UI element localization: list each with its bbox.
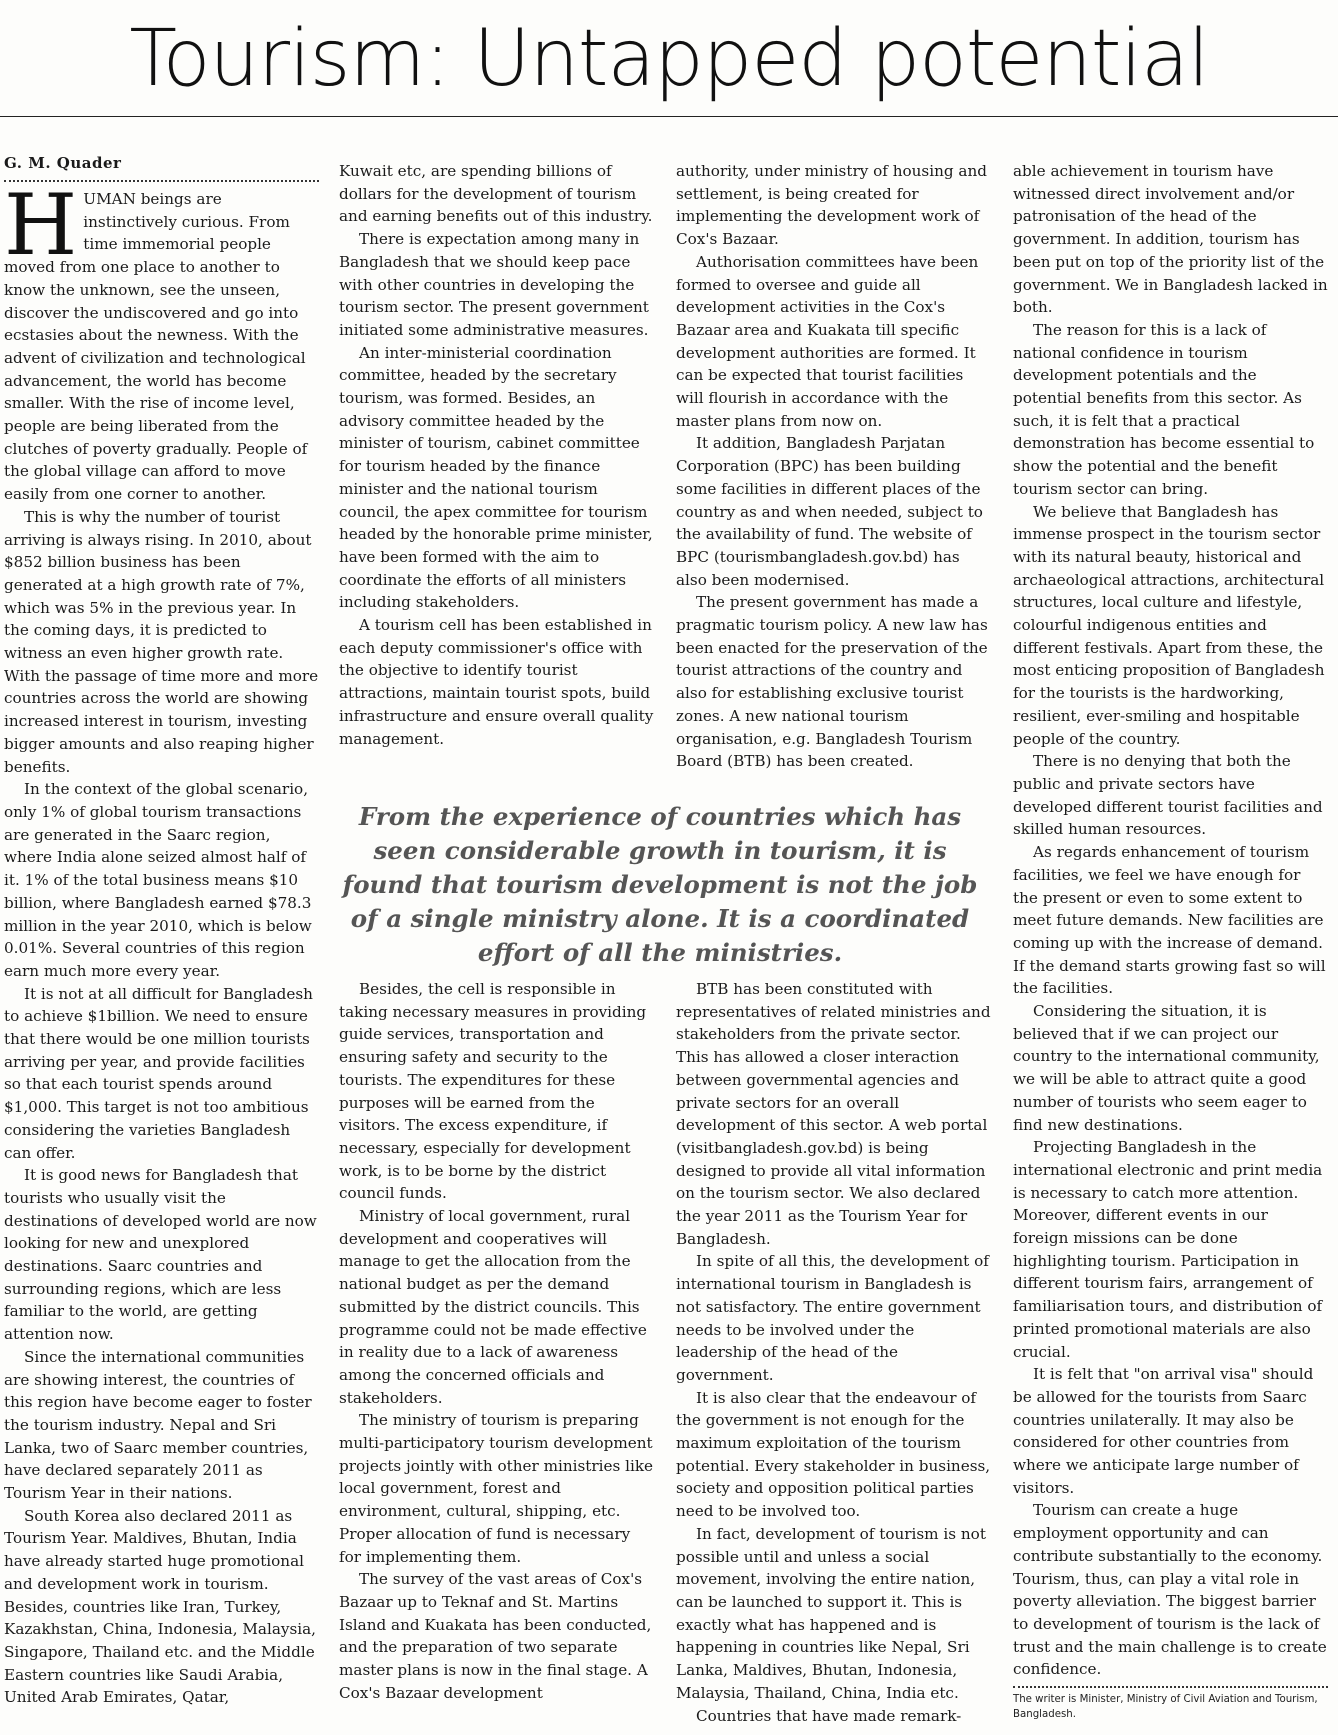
article-column-3-top xyxy=(676,160,991,773)
paragraph: The survey of the vast areas of Cox's Bazaar up to Teknaf and St. Martins Island and Kuakata has been conducted, and the preparation of two separate master plans is now in the final stage. A Cox's Bazaar development xyxy=(339,1570,652,1702)
paragraph: The present government has made a pragmatic tourism policy. A new law has been enacted for the preservation of the tourist attractions of the country and also for establishing exclusive tourist zones. A new national tourism organisation, e.g. Bangladesh Tourism Board (BTB) has been created. xyxy=(676,593,988,771)
paragraph: authority, under ministry of housing and settlement, is being created for implementing the development work of Cox's Bazaar. xyxy=(676,162,987,249)
paragraph: The ministry of tourism is preparing multi-participatory tourism development projects jointly with other ministries like local government, forest and environment, cultural, shipping, etc. Proper allocation of fund is necessary for implementing them. xyxy=(339,1411,654,1566)
paragraph: Tourism can create a huge employment opportunity and can contribute substantially to the economy. Tourism, thus, can play a vital role in poverty alleviation. The biggest barrier to development of tourism is the lack of trust and the main challenge is to create confidence. xyxy=(1013,1501,1327,1679)
paragraph: Countries that have made remark- xyxy=(696,1706,962,1725)
paragraph: Besides, the cell is responsible in taking necessary measures in providing guide services, transportation and ensuring safety and security to the tourists. The expenditures for these purposes will be earned from the visitors. The excess expenditure, if necessary, especially for development work, is to be borne by the district council funds. xyxy=(339,980,647,1203)
paragraph: This is why the number of tourist arriving is always rising. In 2010, about $852 billion business has been generated at a high growth rate of 7%, which was 5% in the previous year. In the coming days, it is predicted to witness an even higher growth rate. With the passage of time more and more countries across the world are showing increased interest in tourism, investing bigger amounts and also reaping higher benefits. xyxy=(4,507,319,776)
paragraph: UMAN beings are instinctively curious. From time immemorial people moved from one place to another to know the unknown, see the unseen, discover the undiscovered and go into ecstasies about the newness. With the advent of civilization and technological advancement, the world has become smaller. With the rise of income level, people are being liberated from the clutches of poverty gradually. People of the global village can afford to move easily from one corner to another. xyxy=(4,190,308,504)
paragraph: An inter-ministerial coordination committee, headed by the secretary tourism, was formed. Besides, an advisory committee headed by the minister of tourism, cabinet committee for tourism headed by the finance minister and the national tourism council, the apex committee for tourism headed by the honorable prime minister, have been formed with the aim to coordinate the efforts of all ministers including stakeholders. xyxy=(339,343,653,612)
paragraph: In fact, development of tourism is not possible until and unless a social movement, involving the entire nation, can be launched to support it. This is exactly what has happened and is happening in countries like Nepal, Sri Lanka, Maldives, Bhutan, Indonesia, Malaysia, Thailand, China, India etc. xyxy=(676,1524,986,1702)
paragraph: As regards enhancement of tourism facilities, we feel we have enough for the present or even to some extent to meet future demands. New facilities are coming up with the increase of demand. If the demand starts growing fast so will the facilities. xyxy=(1013,843,1326,998)
paragraph: BTB has been constituted with representatives of related ministries and stakeholders from the private sector. This has allowed a closer interaction between governmental agencies and private sectors for an overall development of this sector. A web portal (visitbangladesh.gov.bd) is being designed to provide all vital information on the tourism sector. We also declared the year 2011 as the Tourism Year for Bangladesh. xyxy=(676,980,991,1248)
paragraph: A tourism cell has been established in each deputy commissioner's office with the objective to identify tourist attractions, maintain tourist spots, build infrastructure and ensure overall quality management. xyxy=(339,616,654,748)
byline: G. M. Quader xyxy=(4,152,319,182)
dropcap-letter: H xyxy=(4,176,78,274)
paragraph: In spite of all this, the development of international tourism in Bangladesh is not satisfactory. The entire government needs to be involved under the leadership of the head of the government. xyxy=(676,1252,989,1384)
paragraph: We believe that Bangladesh has immense prospect in the tourism sector with its natural beauty, historical and archaeological attractions, architectural structures, local culture and lifestyle, colourful indigenous entities and different festivals. Apart from these, the most enticing proposition of Bangladesh for the tourists is the hardworking, resilient, ever-smiling and hospitable people of the country. xyxy=(1013,502,1325,748)
paragraph: There is no denying that both the public and private sectors have developed different tourist facilities and skilled human resources. xyxy=(1013,752,1323,839)
article-column-2-bottom xyxy=(339,978,654,1705)
paragraph: able achievement in tourism have witnessed direct involvement and/or patronisation of the head of the government. In addition, tourism has been put on top of the priority list of the government. We in Bangladesh lacked in both. xyxy=(1013,162,1328,317)
paragraph: It is not at all difficult for Bangladesh to achieve $1billion. We need to ensure that there would be one million tourists arriving per year, and provide facilities so that each tourist spends around $1,000. This target is not too ambitious considering the varieties Bangladesh can offer. xyxy=(4,984,313,1162)
paragraph: Authorisation committees have been formed to oversee and guide all development activities in the Cox's Bazaar area and Kuakata till specific development authorities are formed. It can be expected that tourist facilities will flourish in accordance with the master plans from now on. xyxy=(676,252,979,430)
paragraph: South Korea also declared 2011 as Tourism Year. Maldives, Bhutan, India have already started huge promotional and development work in tourism. Besides, countries like Iran, Turkey, Kazakhstan, China, Indonesia, Malaysia, Singapore, Thailand etc. and the Middle Eastern countries like Saudi Arabia, United Arab Emirates, Qatar, xyxy=(4,1506,316,1707)
paragraph: In the context of the global scenario, only 1% of global tourism transactions are generated in the Saarc region, where India alone seized almost half of it. 1% of the total business means $10 billion, where Bangladesh earned $78.3 million in the year 2010, which is below 0.01%. Several countries of this region earn much more every year. xyxy=(4,780,312,980)
paragraph: Since the international communities are showing interest, the countries of this region have become eager to foster the tourism industry. Nepal and Sri Lanka, two of Saarc member countries, have declared separately 2011 as Tourism Year in their nations. xyxy=(4,1347,312,1503)
paragraph: Considering the situation, it is believed that if we can project our country to the international community, we will be able to attract quite a good number of tourists who seem eager to find new destinations. xyxy=(1013,1002,1320,1134)
article-column-3-bottom xyxy=(676,978,991,1727)
author-footnote: The writer is Minister, Ministry of Civil Aviation and Tourism, Bangladesh. xyxy=(1013,1686,1328,1722)
paragraph: It is good news for Bangladesh that tourists who usually visit the destinations of developed world are now looking for new and unexplored destinations. Saarc countries and surrounding regions, which are less familiar to the world, are getting attention now. xyxy=(4,1166,317,1344)
paragraph: Kuwait etc, are spending billions of dollars for the development of tourism and earning benefits out of this industry. xyxy=(339,162,653,226)
article-column-4 xyxy=(1013,160,1328,1681)
article-column-2-top xyxy=(339,160,654,750)
article-column-1 xyxy=(4,152,319,1709)
paragraph: It is felt that "on arrival visa" should be allowed for the tourists from Saarc countries unilaterally. It may also be considered for other countries from where we anticipate large number of visitors. xyxy=(1013,1365,1314,1497)
paragraph: There is expectation among many in Bangladesh that we should keep pace with other countries in developing the tourism sector. The present government initiated some administrative measures. xyxy=(339,230,649,339)
headline-rule xyxy=(0,116,1338,117)
article-headline: Tourism: Untapped potential xyxy=(129,14,1209,104)
pull-quote: From the experience of countries which has seen considerable growth in tourism, it is found that tourism development is not the job of a single ministry alone. It is a coordinated effort of all the ministries. xyxy=(342,802,978,967)
paragraph: Projecting Bangladesh in the international electronic and print media is necessary to catch more attention. Moreover, different events in our foreign missions can be done highlighting tourism. Participation in different tourism fairs, arrangement of familiarisation tours, and distribution of printed promotional materials are also crucial. xyxy=(1013,1138,1323,1361)
lead-paragraph-wrap xyxy=(4,176,319,506)
paragraph: It addition, Bangladesh Parjatan Corporation (BPC) has been building some facilities in different places of the country as and when needed, subject to the availability of fund. The website of BPC (tourismbangladesh.gov.bd) has also been modernised. xyxy=(676,434,983,589)
paragraph: Ministry of local government, rural development and cooperatives will manage to get the allocation from the national budget as per the demand submitted by the district councils. This programme could not be made effective in reality due to a lack of awareness among the concerned officials and stakeholders. xyxy=(339,1207,647,1407)
paragraph: The reason for this is a lack of national confidence in tourism development potentials and the potential benefits from this sector. As such, it is felt that a practical demonstration has become essential to show the potential and the benefit tourism sector can bring. xyxy=(1013,320,1315,498)
paragraph: It is also clear that the endeavour of the government is not enough for the maximum exploitation of the tourism potential. Every stakeholder in business, society and opposition political parties need to be involved too. xyxy=(676,1388,991,1521)
